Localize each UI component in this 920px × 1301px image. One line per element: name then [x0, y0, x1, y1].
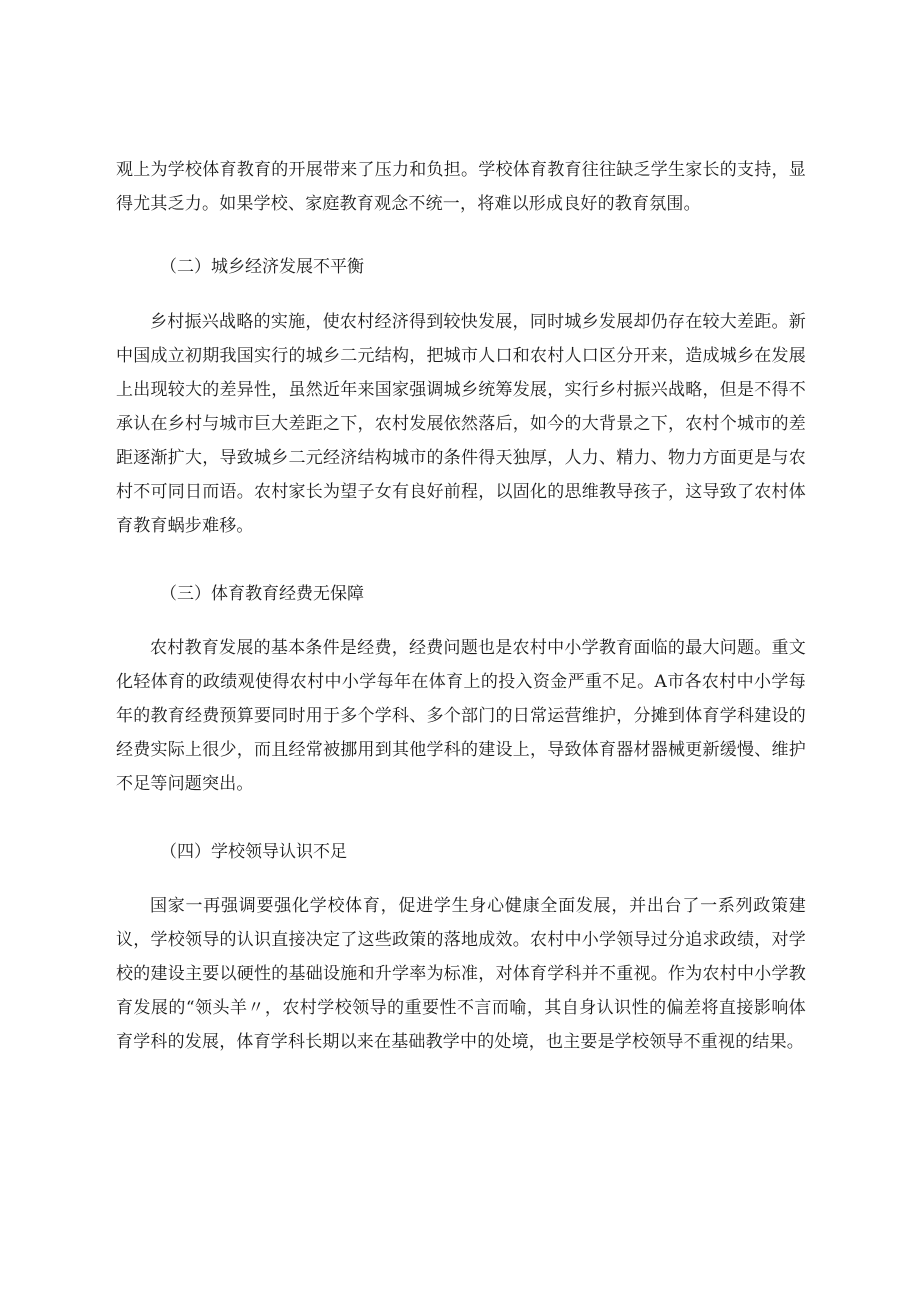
paragraph-urban-rural-economy: 乡村振兴战略的实施，使农村经济得到较快发展，同时城乡发展却仍存在较大差距。新中国成立初期我国实行的城乡二元结构，把城市人口和农村人口区分开来，造成城乡在发展上出现较大的差异性，虽然近年来国家强调城乡统筹发展，实行乡村振兴战略，但是不得不承认在乡村与城市巨大差距之下，农村发展依然落后，如今的大背景之下，农村个城市的差距逐渐扩大，导致城乡二元经济结构城市的条件得天独厚，人力、精力、物力方面更是与农村不可同日而语。农村家长为望子女有良好前程，以固化的思维教导孩子，这导致了农村体育教育蜗步难移。	[116, 312, 806, 536]
section-heading-urban-rural-economy: （二）城乡经济发展不平衡	[160, 257, 364, 277]
paragraph-funding: 农村教育发展的基本条件是经费，经费问题也是农村中小学教育面临的最大问题。重文化轻体育的政绩观使得农村中小学每年在体育上的投入资金严重不足。A市各农村中小学每年的教育经费预算要同时用于多个学科、多个部门的日常运营维护，分摊到体育学科建设的经费实际上很少，而且经常被挪用到其他学科的建设上，导致体育器材器械更新缓慢、维护不足等问题突出。	[116, 638, 806, 794]
paragraph-family-support: 观上为学校体育教育的开展带来了压力和负担。学校体育教育往往缺乏学生家长的支持，显得尤其乏力。如果学校、家庭教育观念不统一，将难以形成良好的教育氛围。	[116, 160, 806, 214]
section-heading-funding: （三）体育教育经费无保障	[160, 584, 364, 604]
section-heading-leadership: （四）学校领导认识不足	[160, 842, 347, 862]
paragraph-leadership: 国家一再强调要强化学校体育，促进学生身心健康全面发展，并出台了一系列政策建议，学校领导的认识直接决定了这些政策的落地成效。农村中小学领导过分追求政绩，对学校的建设主要以硬性的基础设施和升学率为标准，对体育学科并不重视。作为农村中小学教育发展的“领头羊〃，农村学校领导的重要性不言而喻，其自身认识性的偏差将直接影响体育学科的发展，体育学科长期以来在基础教学中的处境，也主要是学校领导不重视的结果。	[116, 896, 806, 1052]
